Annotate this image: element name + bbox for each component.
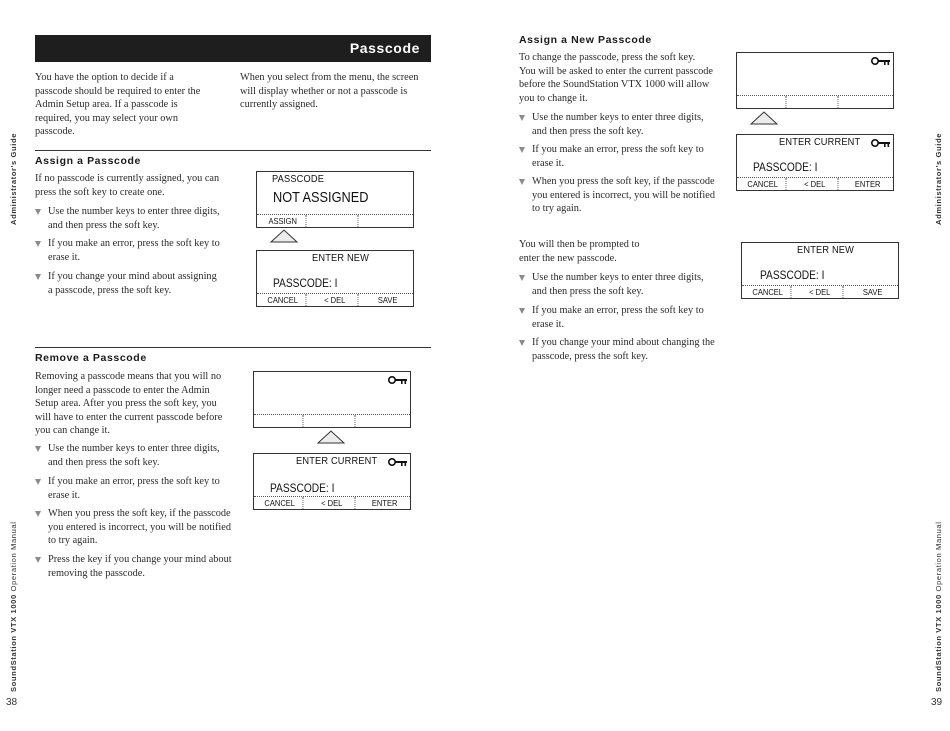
manual-name: Operation Manual	[9, 521, 18, 592]
softkey-delete[interactable]: < DEL	[792, 178, 839, 190]
list-item: If you change your mind about assigning a passcode, press the soft key.	[35, 270, 223, 297]
lcd-value: PASSCODE: I	[753, 160, 818, 174]
list-item: If you make an error, press the soft key to erase it.	[35, 475, 223, 502]
softkey-save[interactable]: SAVE	[377, 295, 398, 305]
lcd-softkeys	[254, 496, 410, 509]
assign-intro: If no passcode is currently assigned, you can press the soft key to create one.	[35, 173, 220, 198]
page-number-left: 38	[6, 697, 18, 708]
remove-intro: Removing a passcode means that you will no longer need a passcode to enter the Admin Setup area. After you press the soft key, you will have to enter the current passcode before you can change it.	[35, 371, 223, 437]
section-heading-new: Assign a New Passcode	[519, 34, 652, 46]
softkey-save[interactable]: SAVE	[862, 287, 883, 297]
lcd-softkeys	[742, 285, 898, 298]
list-item: If you make an error, press the soft key to erase it.	[519, 143, 707, 170]
list-item: If you change your mind about changing the passcode, press the soft key.	[519, 336, 727, 363]
section-divider	[35, 150, 431, 151]
softkey-enter[interactable]: ENTER	[854, 179, 881, 189]
softkey-enter[interactable]: ENTER	[371, 498, 398, 508]
lcd-screen-passcode	[256, 171, 414, 228]
new-intro: To change the passcode, press the soft key. You will be asked to enter the current passcode before the SoundStation VTX 1000 will allow you to change it.	[519, 52, 713, 104]
softkey-blank[interactable]	[740, 96, 787, 108]
arrow-up-icon	[317, 430, 345, 444]
list-item: If you make an error, press the soft key to erase it.	[35, 237, 223, 264]
lcd-screen-enter-new	[741, 242, 899, 299]
intro-column-2: When you select from the menu, the screen will display whether or not a passcode is currently assigned.	[240, 72, 419, 111]
lcd-screen-locked	[253, 371, 411, 428]
softkey-delete[interactable]: < DEL	[309, 497, 356, 509]
lcd-softkeys	[737, 95, 893, 108]
list-item: When you press the soft key, if the passcode you entered is incorrect, you will be notified to try again.	[35, 507, 233, 548]
key-icon	[871, 56, 891, 66]
page-title-bar	[35, 35, 431, 62]
list-item: Press the key if you change your mind about removing the passcode.	[35, 553, 238, 580]
lcd-screen-enter-current	[253, 453, 411, 510]
softkey-blank[interactable]	[792, 96, 839, 108]
softkey-blank[interactable]	[364, 215, 410, 227]
lcd-value: PASSCODE: I	[270, 481, 335, 495]
softkey-cancel[interactable]: CANCEL	[260, 294, 307, 306]
softkey-delete[interactable]: < DEL	[312, 294, 359, 306]
softkey-blank[interactable]	[361, 415, 407, 427]
arrow-up-icon	[270, 229, 298, 243]
lcd-screen-locked	[736, 52, 894, 109]
lcd-title: ENTER CURRENT	[779, 136, 861, 148]
lcd-title: ENTER NEW	[797, 244, 855, 256]
arrow-up-icon	[750, 111, 778, 125]
softkey-cancel[interactable]: CANCEL	[745, 286, 792, 298]
softkey-blank[interactable]	[844, 96, 890, 108]
softkey-blank[interactable]	[312, 215, 359, 227]
softkey-delete[interactable]: < DEL	[797, 286, 844, 298]
prompt-intro: You will then be prompted to enter the new passcode.	[519, 239, 640, 264]
lcd-screen-enter-new	[256, 250, 414, 307]
key-icon	[388, 375, 408, 385]
lcd-softkeys	[254, 414, 410, 427]
lcd-softkeys	[737, 177, 893, 190]
softkey-blank[interactable]	[309, 415, 356, 427]
list-item: If you make an error, press the soft key to erase it.	[519, 304, 707, 331]
list-item: When you press the soft key, if the passcode you entered is incorrect, you will be notified to try again.	[519, 175, 717, 216]
lcd-screen-enter-current	[736, 134, 894, 191]
list-item: Use the number keys to enter three digits, and then press the soft key.	[519, 271, 717, 298]
side-label-bottom-right	[934, 521, 943, 692]
lcd-softkeys	[257, 214, 413, 227]
intro-column-1: You have the option to decide if a passcode should be required to enter the Admin Setup area. If a passcode is required, you may select your own passcode.	[35, 72, 201, 138]
list-item: Use the number keys to enter three digits, and then press the soft key.	[35, 442, 233, 469]
section-heading-assign: Assign a Passcode	[35, 155, 141, 167]
list-item: Use the number keys to enter three digits, and then press the soft key.	[35, 205, 233, 232]
softkey-cancel[interactable]: CANCEL	[257, 497, 304, 509]
section-heading-remove: Remove a Passcode	[35, 352, 147, 364]
lcd-title: ENTER NEW	[312, 252, 370, 264]
side-label-top-right: Administrator's Guide	[934, 132, 943, 225]
lcd-value: PASSCODE: I	[760, 268, 825, 282]
lcd-title: PASSCODE	[272, 173, 325, 185]
product-name: SoundStation VTX 1000	[9, 594, 18, 692]
lcd-value: NOT ASSIGNED	[273, 189, 369, 206]
lcd-title: ENTER CURRENT	[296, 455, 378, 467]
page-title: Passcode	[349, 40, 420, 56]
key-icon	[871, 138, 891, 148]
softkey-cancel[interactable]: CANCEL	[740, 178, 787, 190]
side-label-bottom-left	[9, 521, 18, 692]
lcd-value: PASSCODE: I	[273, 276, 338, 290]
lcd-softkeys	[257, 293, 413, 306]
list-item: Use the number keys to enter three digits, and then press the soft key.	[519, 111, 717, 138]
product-name: SoundStation VTX 1000	[934, 594, 943, 692]
page-number-right: 39	[931, 697, 943, 708]
section-divider	[35, 347, 431, 348]
side-label-top-left: Administrator's Guide	[9, 132, 18, 225]
key-icon	[388, 457, 408, 467]
softkey-assign[interactable]: ASSIGN	[260, 215, 307, 227]
softkey-blank[interactable]	[257, 415, 304, 427]
manual-name: Operation Manual	[934, 521, 943, 592]
